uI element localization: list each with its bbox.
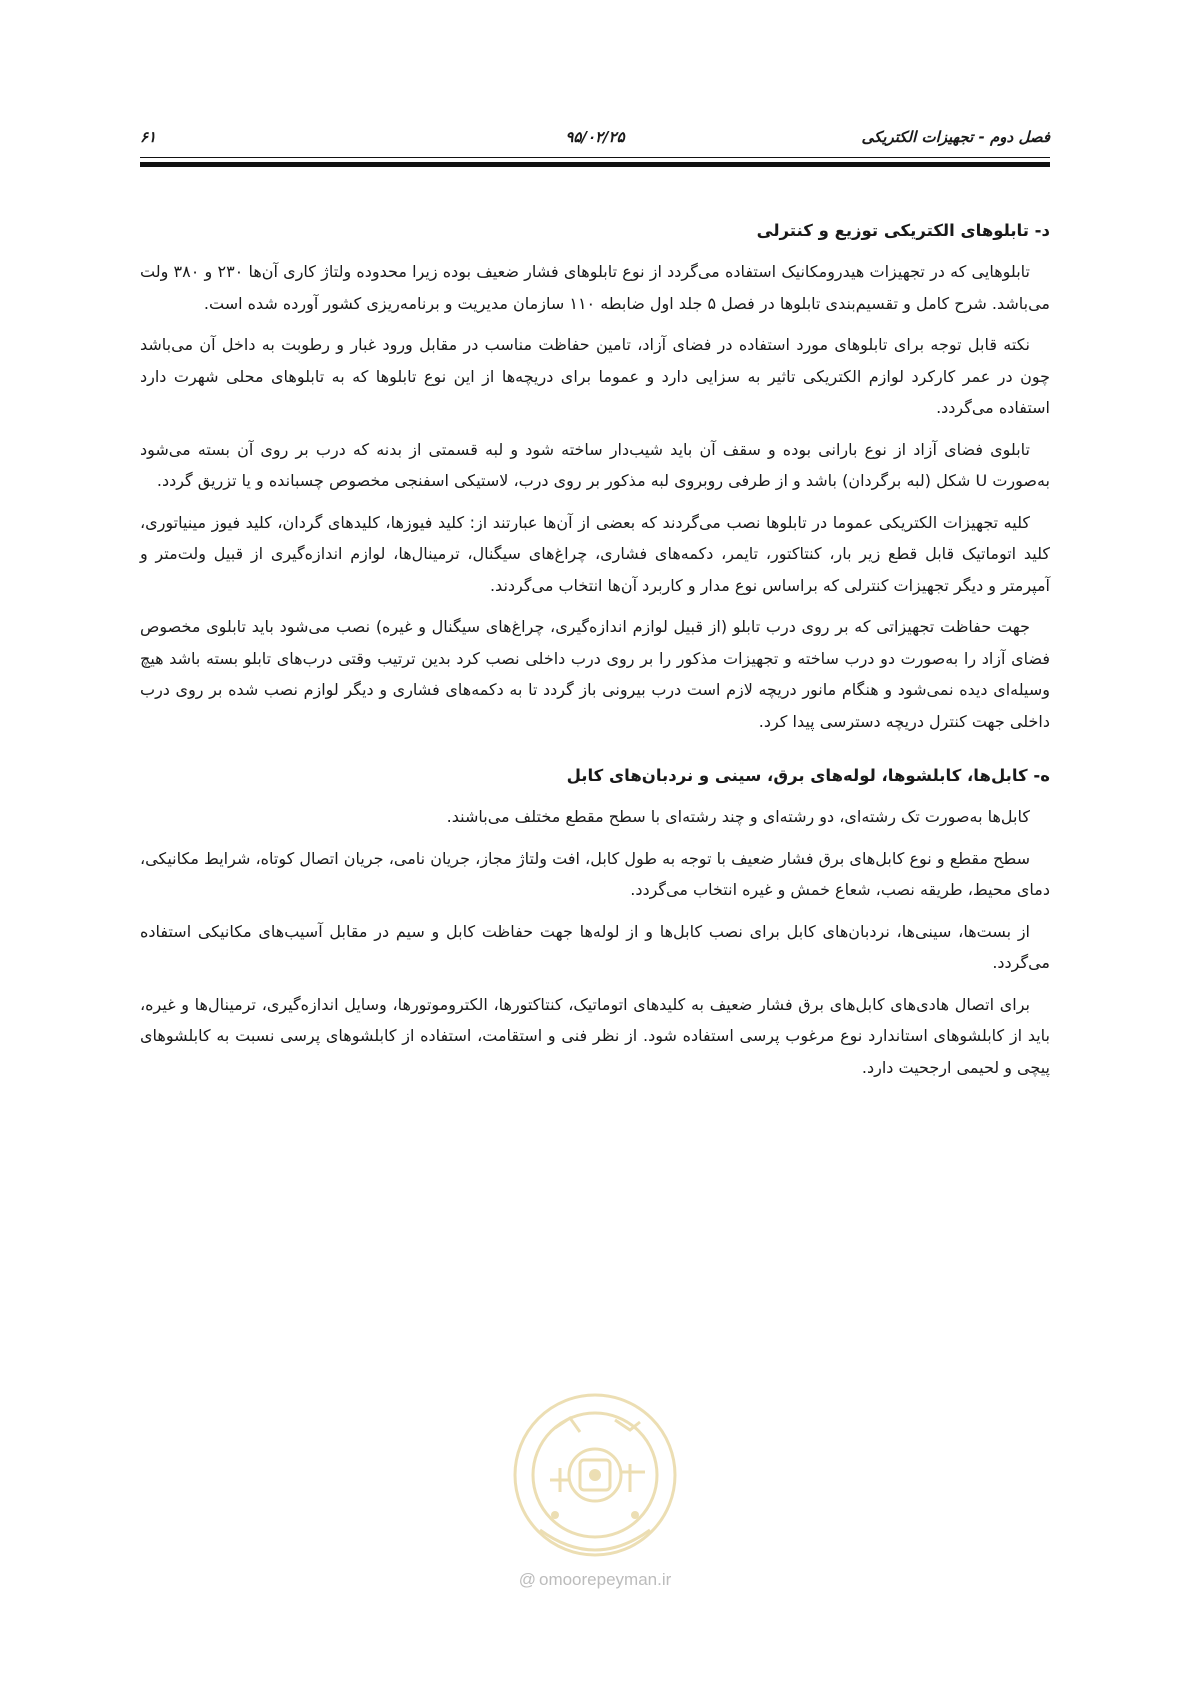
header-date: ۹۵/۰۲/۲۵ [565, 128, 625, 146]
paragraph: از بست‌ها، سینی‌ها، نردبان‌های کابل برای نصب کابل‌ها و از لوله‌ها جهت حفاظت کابل و سیم در مقابل آسیب‌های مکانیکی استفاده می‌گردد. [140, 921, 1050, 972]
paragraph: تابلوهایی که در تجهیزات هیدرومکانیک استفاده می‌گردد از نوع تابلوهای فشار ضعیف بوده زیرا محدوده ولتاژ کاری آن‌ها ۲۳۰ و ۳۸۰ ولت می‌باشد. شرح کامل و تقسیم‌بندی تابلوها در فصل ۵ جلد اول ضابطه ۱۱۰ سازمان مدیریت و برنامه‌ریزی کشور آورده شده است. [140, 262, 1050, 313]
paragraph: جهت حفاظت تجهیزاتی که بر روی درب تابلو (از قبیل لوازم اندازه‌گیری، چراغ‌های سیگنال و غیره) نصب می‌شود باید تابلوی مخصوص فضای آزاد را به‌صورت دو درب ساخته و تجهیزات مذکور را بر روی درب داخلی نصب کرد بدین ترتیب وقتی درب‌های تابلو بسته باشد هیچ وسیله‌ای دیده نمی‌شود و هنگام مانور دریچه لازم است درب بیرونی باز گردد تا به دکمه‌های فشاری و دیگر لوازم نصب شده بر روی درب داخلی جهت کنترل دریچه دسترسی پیدا کرد. [140, 617, 1050, 731]
header-rule-thick [140, 162, 1050, 167]
header-rule-thin [140, 157, 1050, 158]
watermark-site-text [0, 1570, 1190, 1590]
section-distribution-panels [140, 216, 1050, 737]
section-cables [140, 761, 1050, 1083]
page-number: ۶۱ [140, 128, 157, 146]
page-body [140, 216, 1050, 1093]
paragraph: کابل‌ها به‌صورت تک رشته‌ای، دو رشته‌ای و چند رشته‌ای با سطح مقطع مختلف می‌باشند. [446, 807, 1030, 826]
paragraph: تابلوی فضای آزاد از نوع بارانی بوده و سقف آن باید شیب‌دار ساخته شود و لبه قسمتی از بدنه که درب بر روی آن بسته می‌شود به‌صورت U شکل (لبه برگردان) باشد و از طرفی روبروی لبه مذکور بر روی درب، لاستیکی اسفنجی مخصوص چسبانده و یا تزریق گردد. [140, 439, 1050, 490]
paragraph: کلیه تجهیزات الکتریکی عموما در تابلوها نصب می‌گردند که بعضی از آن‌ها عبارتند از: کلید فیوزها، کلیدهای گردان، کلید فیوز مینیاتوری، کلید اتوماتیک قابل قطع زیر بار، کنتاکتور، تایمر، دکمه‌های فشاری، چراغ‌های سیگنال، ترمینال‌ها، لوازم اندازه‌گیری از قبیل ولت‌متر و آمپرمتر و دیگر تجهیزات کنترلی که براساس نوع مدار و کاربرد آن‌ها انتخاب می‌گردند. [140, 512, 1050, 595]
paragraph: برای اتصال هادی‌های کابل‌های برق فشار ضعیف به کلیدهای اتوماتیک، کنتاکتورها، الکتروموتورها، وسایل اندازه‌گیری، ترمینال‌ها و غیره، باید از کابلشوهای استاندارد نوع مرغوب پرسی استفاده شود. از نظر فنی و استقامت، استفاده از کابلشوهای پرسی نسبت به کابلشوهای پیچی و لحیمی ارجحیت دارد. [140, 994, 1050, 1077]
section-spacer [140, 747, 1050, 761]
section-heading: ه- کابل‌ها، کابلشوها، لوله‌های برق، سینی و نردبان‌های کابل [566, 766, 1050, 785]
chapter-title: فصل دوم - تجهیزات الکتریکی [861, 128, 1050, 146]
paragraph: سطح مقطع و نوع کابل‌های برق فشار ضعیف با توجه به طول کابل، افت ولتاژ مجاز، جریان نامی، جریان اتصال کوتاه، شرایط مکانیکی، دمای محیط، طریقه نصب، شعاع خمش و غیره انتخاب می‌گردد. [140, 848, 1050, 899]
section-heading: د- تابلوهای الکتریکی توزیع و کنترلی [756, 221, 1050, 240]
watermark-site-name: omoorepeyman.ir [538, 1570, 672, 1589]
paragraph: نکته قابل توجه برای تابلوهای مورد استفاده در فضای آزاد، تامین حفاظت مناسب در مقابل ورود غبار و رطوبت به داخل آن می‌باشد چون در عمر کارکرد لوازم الکتریکی تاثیر به سزایی دارد و عموما برای دریچه‌ها از این نوع تابلوها که به تابلوهای محلی شهرت دارد استفاده می‌گردد. [140, 335, 1050, 417]
watermark-stamp-logo [480, 1380, 710, 1580]
at-icon: @ [518, 1570, 536, 1589]
page-header [140, 128, 1050, 150]
